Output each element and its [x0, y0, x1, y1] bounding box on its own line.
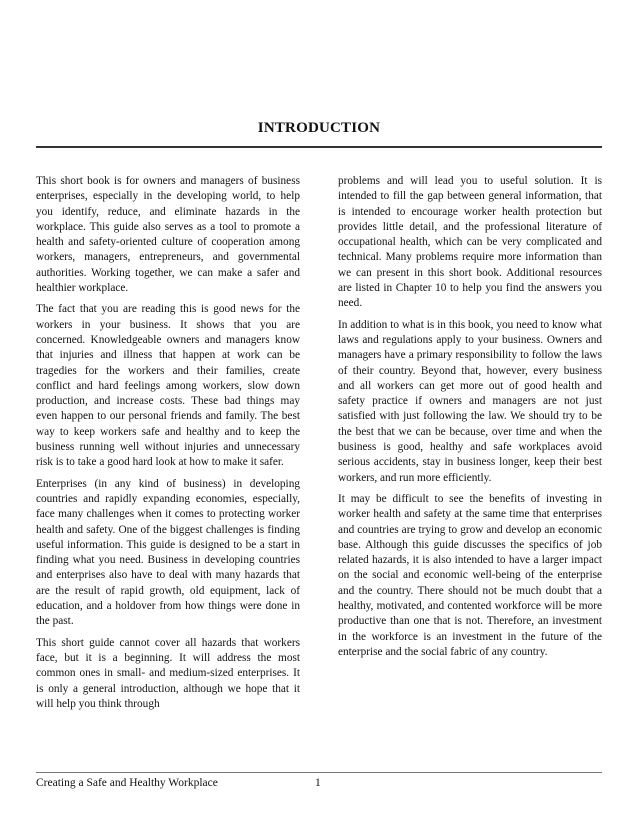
page-number: 1 [315, 777, 321, 789]
paragraph: This short book is for owners and managers of business enterprises, especially in the developing world, to help you identify, reduce, and eliminate hazards in the workplace. This guide also serves as a tool to promote a health and safety-oriented culture of cooperation among workers, managers, entrepreneurs, and governmental authorities. Working together, we can make a safer and healthier workplace. [36, 175, 300, 295]
paragraph: This short guide cannot cover all hazards that workers face, but it is a beginning. It will address the most common ones in small- and medium-sized enterprises. It is only a general introduction, although we hope that it will help you think through [36, 636, 300, 710]
paragraph: In addition to what is in this book, you need to know what laws and regulations apply to your business. Owners and managers have a primary responsibility to follow the laws of their country. Beyond that, however, every business and all workers can get more out of good health and safety practice if owners and managers are not just satisfied with just following the law. We should try to be the best that we can be because, over time and when the business is good, healthy and safe workplaces avoid serious accidents, stay in business longer, keep their best workers, and run more efficiently. [338, 318, 602, 484]
paragraph: Enterprises (in any kind of business) in developing countries and rapidly expanding economies, especially, face many challenges when it comes to protecting worker health and safety. One of the biggest challenges is finding useful information. This guide is designed to be a start in finding what you need. Business in developing countries and enterprises also have to deal with many hazards that are the result of rapid growth, old equipment, lack of education, and a holdover from how things were done in the past. [36, 477, 300, 628]
footer-rule [36, 772, 602, 773]
paragraph: It may be difficult to see the benefits of investing in worker health and safety at the same time that enterprises and countries are trying to grow and develop an economic base. Although this guide discusses the specifics of job related hazards, it is also intended to have a larger impact on the social and economic well-being of the enterprise and the country. There should not be much doubt that a healthy, motivated, and contented workforce will be more productive than one that is not. Therefore, an investment in the workforce is an investment in the future of the enterprise and the social fabric of any country. [338, 492, 602, 658]
paragraph: problems and will lead you to useful solution. It is intended to fill the gap between general information, that is intended to encourage worker health protection but provides little detail, and the professional literature of occupational health, which can be very complicated and technical. Many problems require more information than we can present in this short book. Additional resources are listed in Chapter 10 to help you find the answers you need. [338, 175, 602, 310]
left-column [36, 174, 300, 718]
footer-book-title: Creating a Safe and Healthy Workplace [36, 777, 218, 789]
page-title: INTRODUCTION [257, 120, 381, 136]
paragraph: The fact that you are reading this is good news for the workers in your business. It shows that you are concerned. Knowledgeable owners and managers know that injuries and illness that happen at work can be tragedies for the workers and their families, create conflict and hard feelings among workers, slow down production, and increase costs. These bad things may even happen to our personal friends and family. The best way to keep workers safe and healthy and to keep the business running well without injuries and unnecessary risk is to take a good hard look at how to make it safer. [36, 303, 300, 469]
title-underline [36, 146, 602, 148]
right-column [338, 174, 602, 666]
